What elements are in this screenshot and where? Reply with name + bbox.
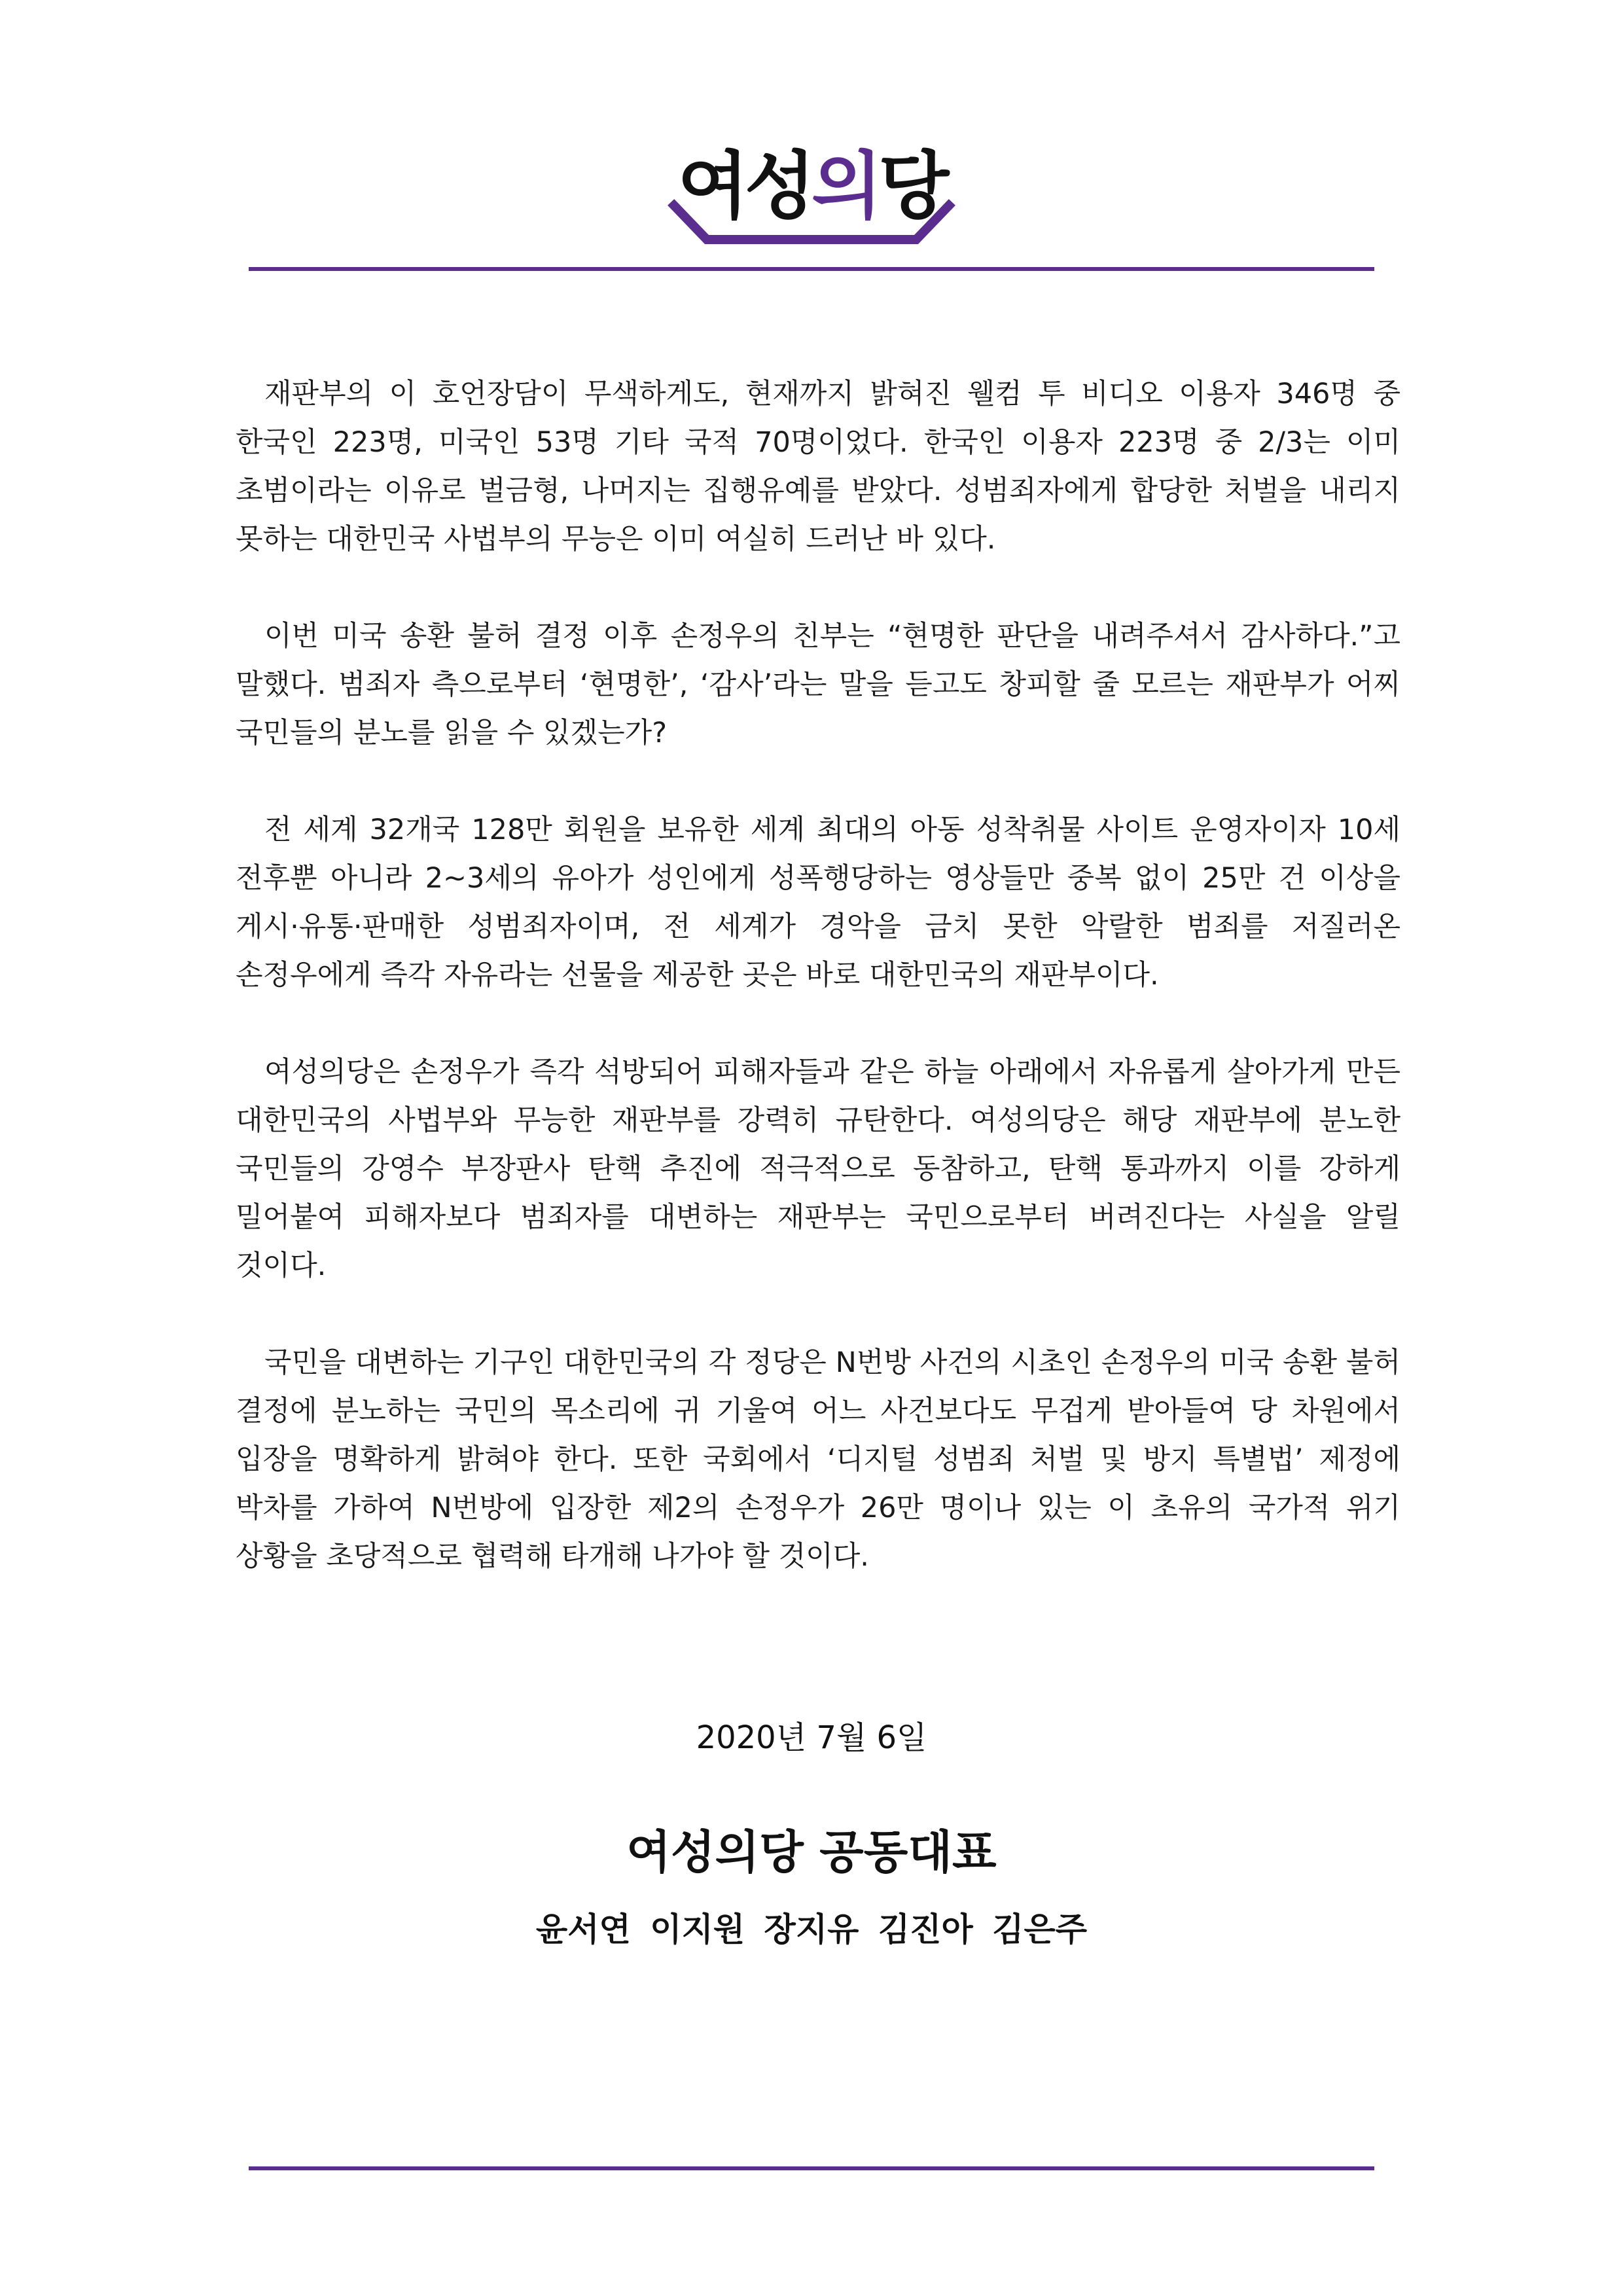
logo-chevron-icon <box>668 196 955 249</box>
signoff-title: 여성의당 공동대표 <box>626 1825 997 1879</box>
footer-divider <box>249 2166 1374 2170</box>
statement-date: 2020년 7월 6일 <box>696 1719 927 1756</box>
paragraph-4: 여성의당은 손정우가 즉각 석방되어 피해자들과 같은 하늘 아래에서 자유롭게 살아가게 만든 대한민국의 사법부와 무능한 재판부를 강력히 규탄한다. 여성의당은 해당 재판부에 분노한 국민들의 강영수 부장판사 탄핵 추진에 적극적으로 동참하고, 탄핵 통과까지 이를 강하게 밀어붙여 피해자보다 범죄자를 대변하는 재판부는 국민으로부터 버려진다는 사실을 알릴 것이다. <box>236 1056 1400 1282</box>
paragraph-1: 재판부의 이 호언장담이 무색하게도, 현재까지 밝혀진 웰컴 투 비디오 이용자 346명 중 한국인 223명, 미국인 53명 기타 국적 70명이었다. 한국인 이용자 223명 중 2/3는 이미 초범이라는 이유로 벌금형, 나머지는 집행유예를 받았다. 성범죄자에게 합당한 처벌을 내리지 못하는 대한민국 사법부의 무능은 이미 여실히 드러난 바 있다. <box>236 378 1400 556</box>
paragraph-3: 전 세계 32개국 128만 회원을 보유한 세계 최대의 아동 성착취물 사이트 운영자이자 10세 전후뿐 아니라 2~3세의 유아가 성인에게 성폭행당하는 영상들만 중복 없이 25만 건 이상을 게시·유통·판매한 성범죄자이며, 전 세계가 경악을 금치 못한 악랄한 범죄를 저질러온 손정우에게 즉각 자유라는 선물을 제공한 곳은 바로 대한민국의 재판부이다. <box>236 814 1400 992</box>
logo-text-after: 당 <box>878 144 946 229</box>
logo-text-accent: 의 <box>811 144 879 229</box>
logo-text-before: 여성 <box>677 144 812 229</box>
party-logo <box>0 131 1623 249</box>
statement-body <box>236 370 1400 1629</box>
paragraph-5: 국민을 대변하는 기구인 대한민국의 각 정당은 N번방 사건의 시초인 손정우의 미국 송환 불허 결정에 분노하는 국민의 목소리에 귀 기울여 어느 사건보다도 무겁게 받아들여 당 차원에서 입장을 명확하게 밝혀야 한다. 또한 국회에서 ‘디지털 성범죄 처벌 및 방지 특별법’ 제정에 박차를 가하여 N번방에 입장한 제2의 손정우가 26만 명이나 있는 이 초유의 국가적 위기 상황을 초당적으로 협력해 타개해 나가야 할 것이다. <box>236 1346 1400 1573</box>
paragraph-2: 이번 미국 송환 불허 결정 이후 손정우의 친부는 “현명한 판단을 내려주셔서 감사하다.”고 말했다. 범죄자 측으로부터 ‘현명한’, ‘감사’라는 말을 듣고도 창피할 줄 모르는 재판부가 어찌 국민들의 분노를 읽을 수 있겠는가? <box>236 620 1400 749</box>
signoff-names: 윤서연 이지원 장지유 김진아 김은주 <box>535 1910 1088 1948</box>
header-divider <box>249 267 1374 271</box>
